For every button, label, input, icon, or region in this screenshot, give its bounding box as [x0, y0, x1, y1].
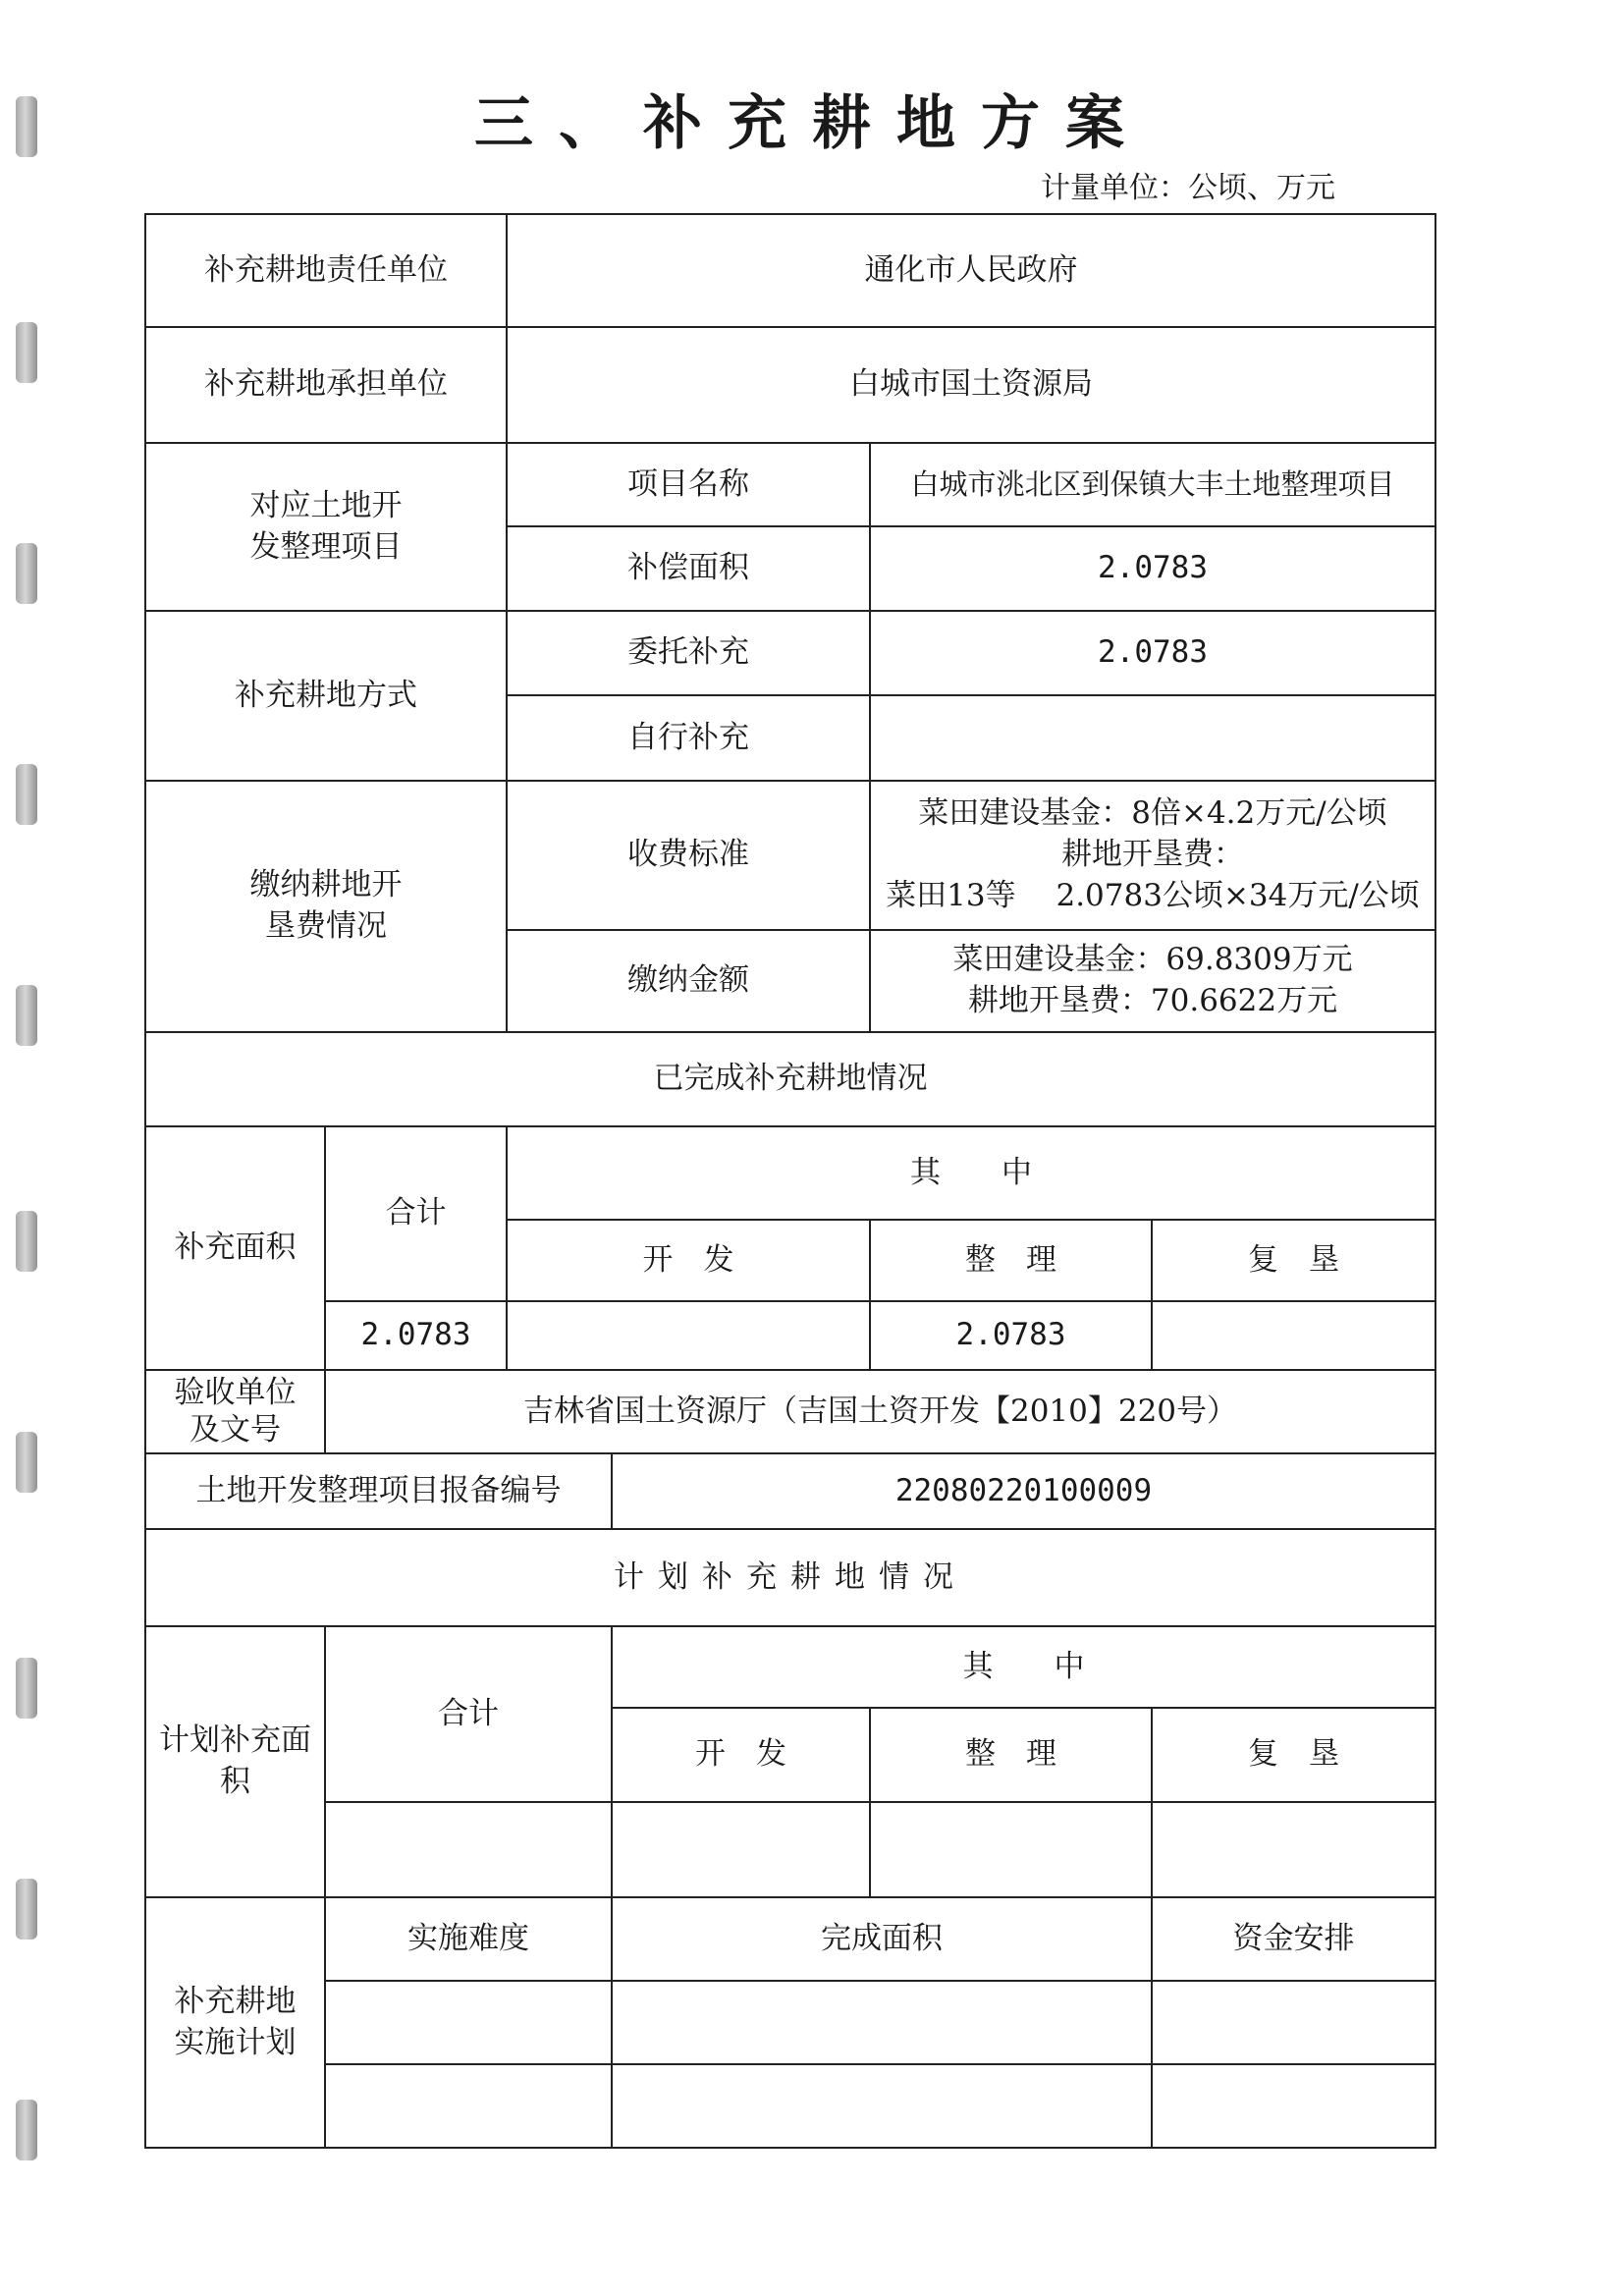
planned-area-label-line2: 积 — [220, 1764, 250, 1799]
project-group-label — [145, 443, 507, 611]
binding-mark — [16, 322, 37, 383]
binding-mark — [16, 764, 37, 825]
entrust-value: 2.0783 — [870, 611, 1435, 695]
funding-label: 资金安排 — [1152, 1897, 1435, 1981]
fee-group-label — [145, 781, 507, 1032]
acceptance-label — [145, 1370, 325, 1453]
record-number-value: 22080220100009 — [612, 1453, 1435, 1529]
difficulty-label: 实施难度 — [325, 1897, 612, 1981]
binding-mark — [16, 543, 37, 604]
binding-mark — [16, 1658, 37, 1719]
acceptance-label-line2: 及文号 — [189, 1411, 281, 1448]
plan-cell — [325, 1981, 612, 2064]
planned-total-value — [325, 1802, 612, 1897]
supplement-farmland-form — [144, 213, 1436, 2149]
planned-consolidate-value — [870, 1802, 1152, 1897]
implement-plan-label-line2: 实施计划 — [174, 2024, 297, 2060]
record-number-label: 土地开发整理项目报备编号 — [145, 1453, 612, 1529]
plan-cell — [325, 2064, 612, 2148]
binding-mark — [16, 1211, 37, 1272]
planned-reclaim-value — [1152, 1802, 1435, 1897]
method-group-label: 补充耕地方式 — [145, 611, 507, 781]
implement-plan-label — [145, 1897, 325, 2148]
fee-amount-label: 缴纳金额 — [507, 930, 870, 1032]
binding-mark — [16, 2100, 37, 2160]
completed-area-label: 补充面积 — [145, 1126, 325, 1370]
fee-amount-value — [870, 930, 1435, 1032]
project-group-label-line2: 发整理项目 — [249, 528, 403, 565]
fee-group-label-line2: 垦费情况 — [265, 908, 387, 944]
planned-reclaim-label: 复 垦 — [1152, 1708, 1435, 1802]
responsible-unit-value: 通化市人民政府 — [507, 214, 1435, 327]
planned-consolidate-label: 整 理 — [870, 1708, 1152, 1802]
self-supplement-label: 自行补充 — [507, 695, 870, 781]
plan-cell — [1152, 1981, 1435, 2064]
project-group-label-line1: 对应土地开 — [249, 487, 403, 523]
fee-standard-line: 菜田13等 2.0783公顷×34万元/公顷 — [886, 877, 1420, 913]
completed-section-title: 已完成补充耕地情况 — [145, 1032, 1435, 1126]
binding-mark — [16, 1879, 37, 1940]
unit-note: 计量单位：公顷、万元 — [1041, 171, 1335, 205]
plan-cell — [612, 1981, 1152, 2064]
completed-among-label: 其 中 — [507, 1126, 1435, 1220]
completed-reclaim-label: 复 垦 — [1152, 1220, 1435, 1301]
planned-develop-label: 开 发 — [612, 1708, 870, 1802]
planned-develop-value — [612, 1802, 870, 1897]
planned-total-label: 合计 — [325, 1626, 612, 1802]
page-title: 三、补充耕地方案 — [474, 89, 1150, 158]
compensation-area-value: 2.0783 — [870, 526, 1435, 611]
completed-develop-value — [507, 1301, 870, 1370]
completed-reclaim-value — [1152, 1301, 1435, 1370]
planned-among-label: 其 中 — [612, 1626, 1435, 1708]
completed-area-header: 完成面积 — [612, 1897, 1152, 1981]
completed-consolidate-value: 2.0783 — [870, 1301, 1152, 1370]
project-name-value: 白城市洮北区到保镇大丰土地整理项目 — [870, 443, 1435, 526]
fee-standard-line: 耕地开垦费： — [1061, 837, 1244, 873]
planned-area-label-line1: 计划补充面 — [159, 1722, 311, 1759]
completed-consolidate-label: 整 理 — [870, 1220, 1152, 1301]
plan-cell — [612, 2064, 1152, 2148]
completed-develop-label: 开 发 — [507, 1220, 870, 1301]
implement-plan-label-line1: 补充耕地 — [174, 1983, 297, 2019]
entrust-label: 委托补充 — [507, 611, 870, 695]
completed-total-value: 2.0783 — [325, 1301, 507, 1370]
compensation-area-label: 补偿面积 — [507, 526, 870, 611]
fee-standard-line: 菜田建设基金：8倍×4.2万元/公顷 — [918, 795, 1387, 832]
fee-standard-value — [870, 781, 1435, 930]
undertaking-unit-label: 补充耕地承担单位 — [145, 327, 507, 443]
fee-amount-line: 耕地开垦费：70.6622万元 — [967, 983, 1338, 1018]
acceptance-value: 吉林省国土资源厅（吉国土资开发【2010】220号） — [325, 1370, 1435, 1453]
responsible-unit-label: 补充耕地责任单位 — [145, 214, 507, 327]
project-name-label: 项目名称 — [507, 443, 870, 526]
plan-cell — [1152, 2064, 1435, 2148]
fee-group-label-line1: 缴纳耕地开 — [249, 867, 403, 903]
binding-mark — [16, 1432, 37, 1493]
planned-section-title: 计划补充耕地情况 — [145, 1529, 1435, 1626]
fee-amount-line: 菜田建设基金：69.8309万元 — [952, 942, 1353, 978]
binding-mark — [16, 985, 37, 1046]
self-supplement-value — [870, 695, 1435, 781]
acceptance-label-line1: 验收单位 — [174, 1375, 297, 1411]
fee-standard-label: 收费标准 — [507, 781, 870, 930]
planned-area-label — [145, 1626, 325, 1897]
completed-total-label: 合计 — [325, 1126, 507, 1301]
undertaking-unit-value: 白城市国土资源局 — [507, 327, 1435, 443]
